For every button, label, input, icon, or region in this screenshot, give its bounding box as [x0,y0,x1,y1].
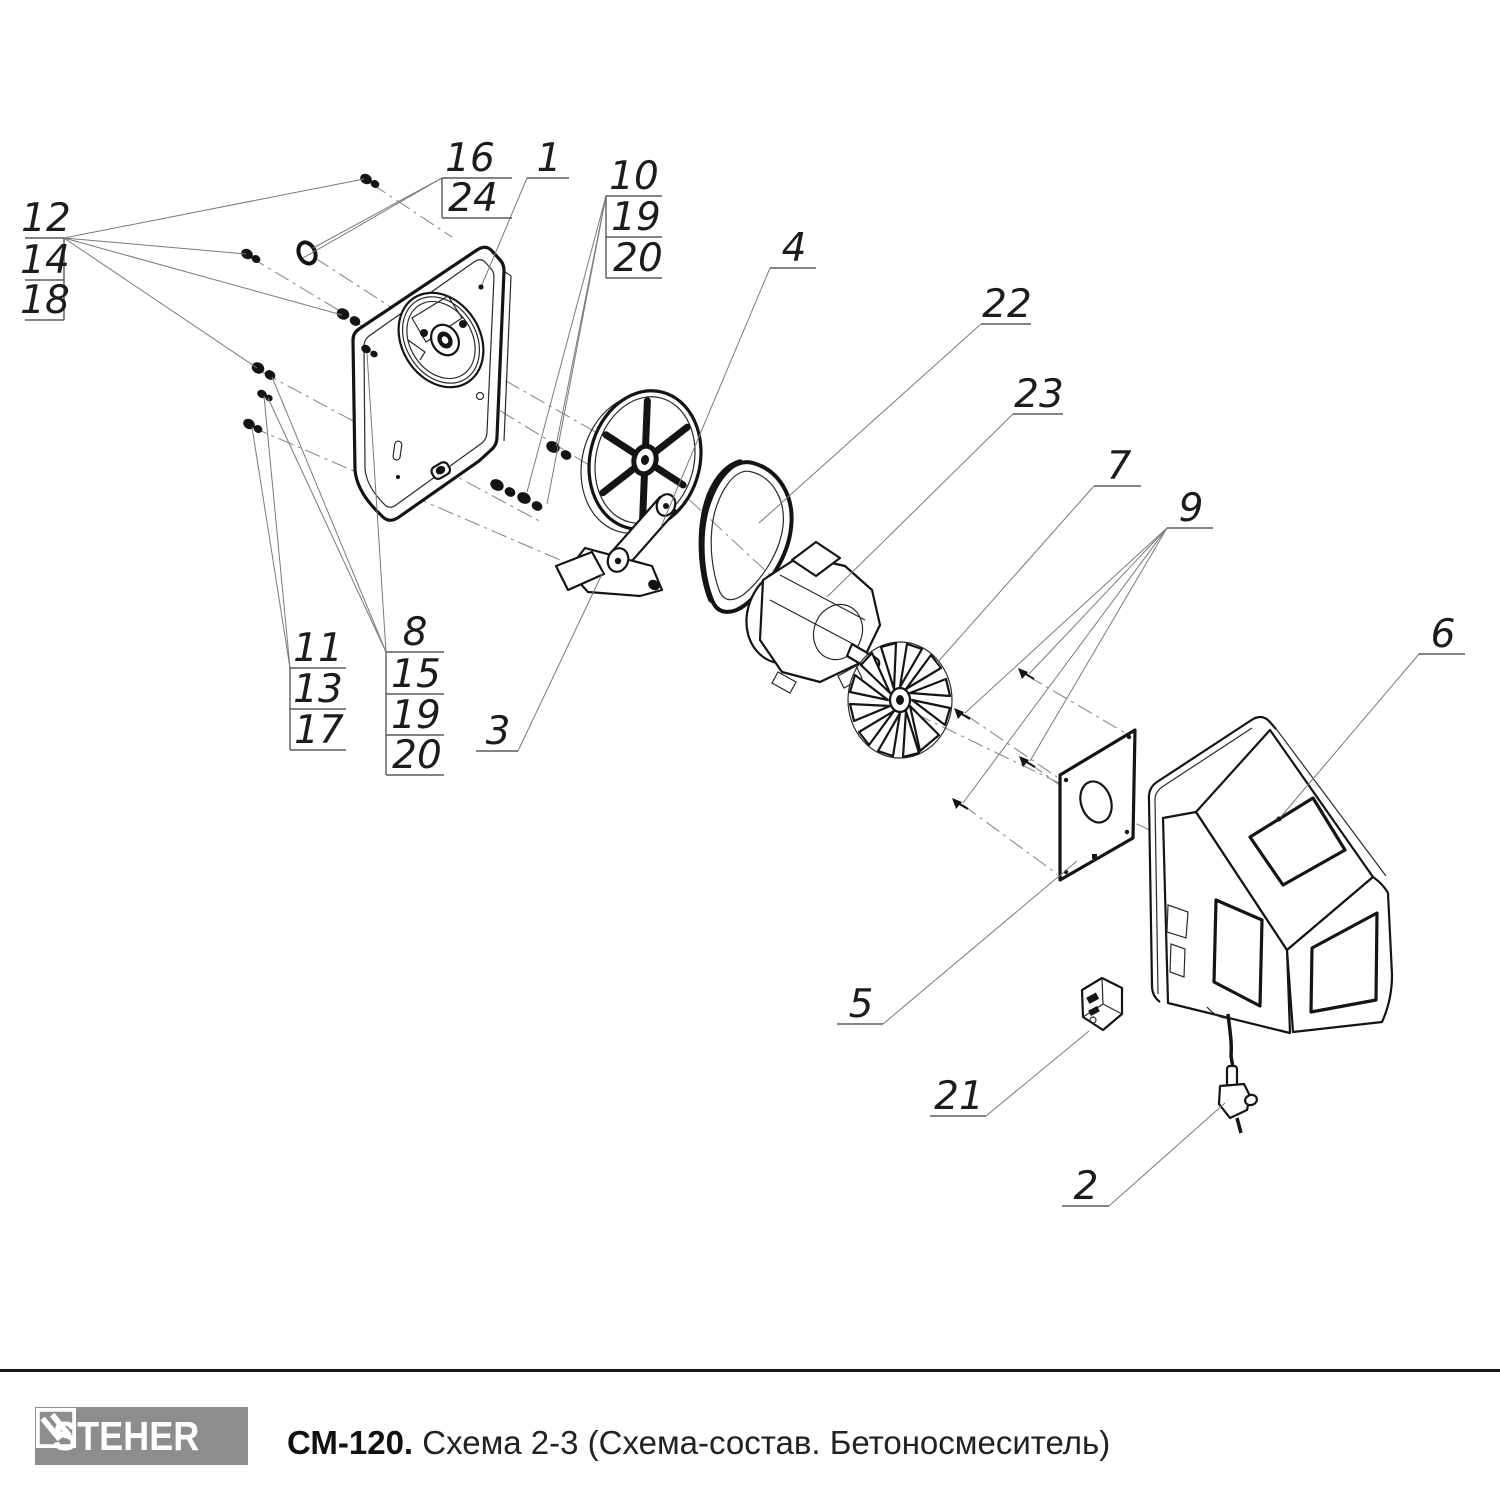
drawing-title [287,1424,1110,1462]
callout-24: 24 [448,176,498,221]
callout-22: 22 [982,282,1032,327]
part-cover [1149,717,1392,1033]
drawing-description: Схема 2-3 (Схема-состав. Бетоносмеситель) [422,1424,1111,1461]
callout-shelves [25,178,1465,1206]
callout-9: 9 [1178,486,1204,531]
part-panel [353,247,511,520]
part-plug [1219,1014,1258,1133]
callout-4: 4 [781,226,807,271]
callout-12: 12 [21,196,71,241]
callout-21: 21 [934,1074,984,1119]
model-number: СМ-120. [287,1424,414,1461]
callout-numbers [20,136,1455,1209]
callout-5: 5 [848,982,874,1027]
part-motor [731,542,881,693]
screw [954,708,970,719]
callout-1: 1 [536,136,562,181]
leader-lines [64,178,1419,1206]
part-fan [848,642,952,758]
callout-23: 23 [1014,372,1064,417]
screw [1018,668,1034,679]
brand-logo [35,1407,248,1465]
footer-divider [0,1369,1500,1372]
callout-2: 2 [1073,1164,1099,1209]
callout-16: 16 [445,136,495,181]
part-switch [1082,978,1122,1030]
callout-19: 19 [611,195,661,240]
callout-7: 7 [1106,444,1132,489]
fastener-screws [952,668,1035,809]
callout-10: 10 [609,154,659,199]
callout-6: 6 [1430,612,1456,657]
callout-3: 3 [485,709,511,754]
part-plate [1060,730,1135,880]
callout-19b: 19 [391,693,441,738]
callout-18: 18 [20,278,70,323]
callout-17: 17 [294,708,344,753]
callout-13: 13 [293,667,343,712]
callout-11: 11 [293,626,343,671]
callout-8: 8 [402,610,428,655]
callout-20b: 20 [392,733,442,778]
brand-name: STEHER [53,1412,200,1459]
callout-15: 15 [391,652,441,697]
callout-20: 20 [613,236,663,281]
callout-14: 14 [20,238,70,283]
